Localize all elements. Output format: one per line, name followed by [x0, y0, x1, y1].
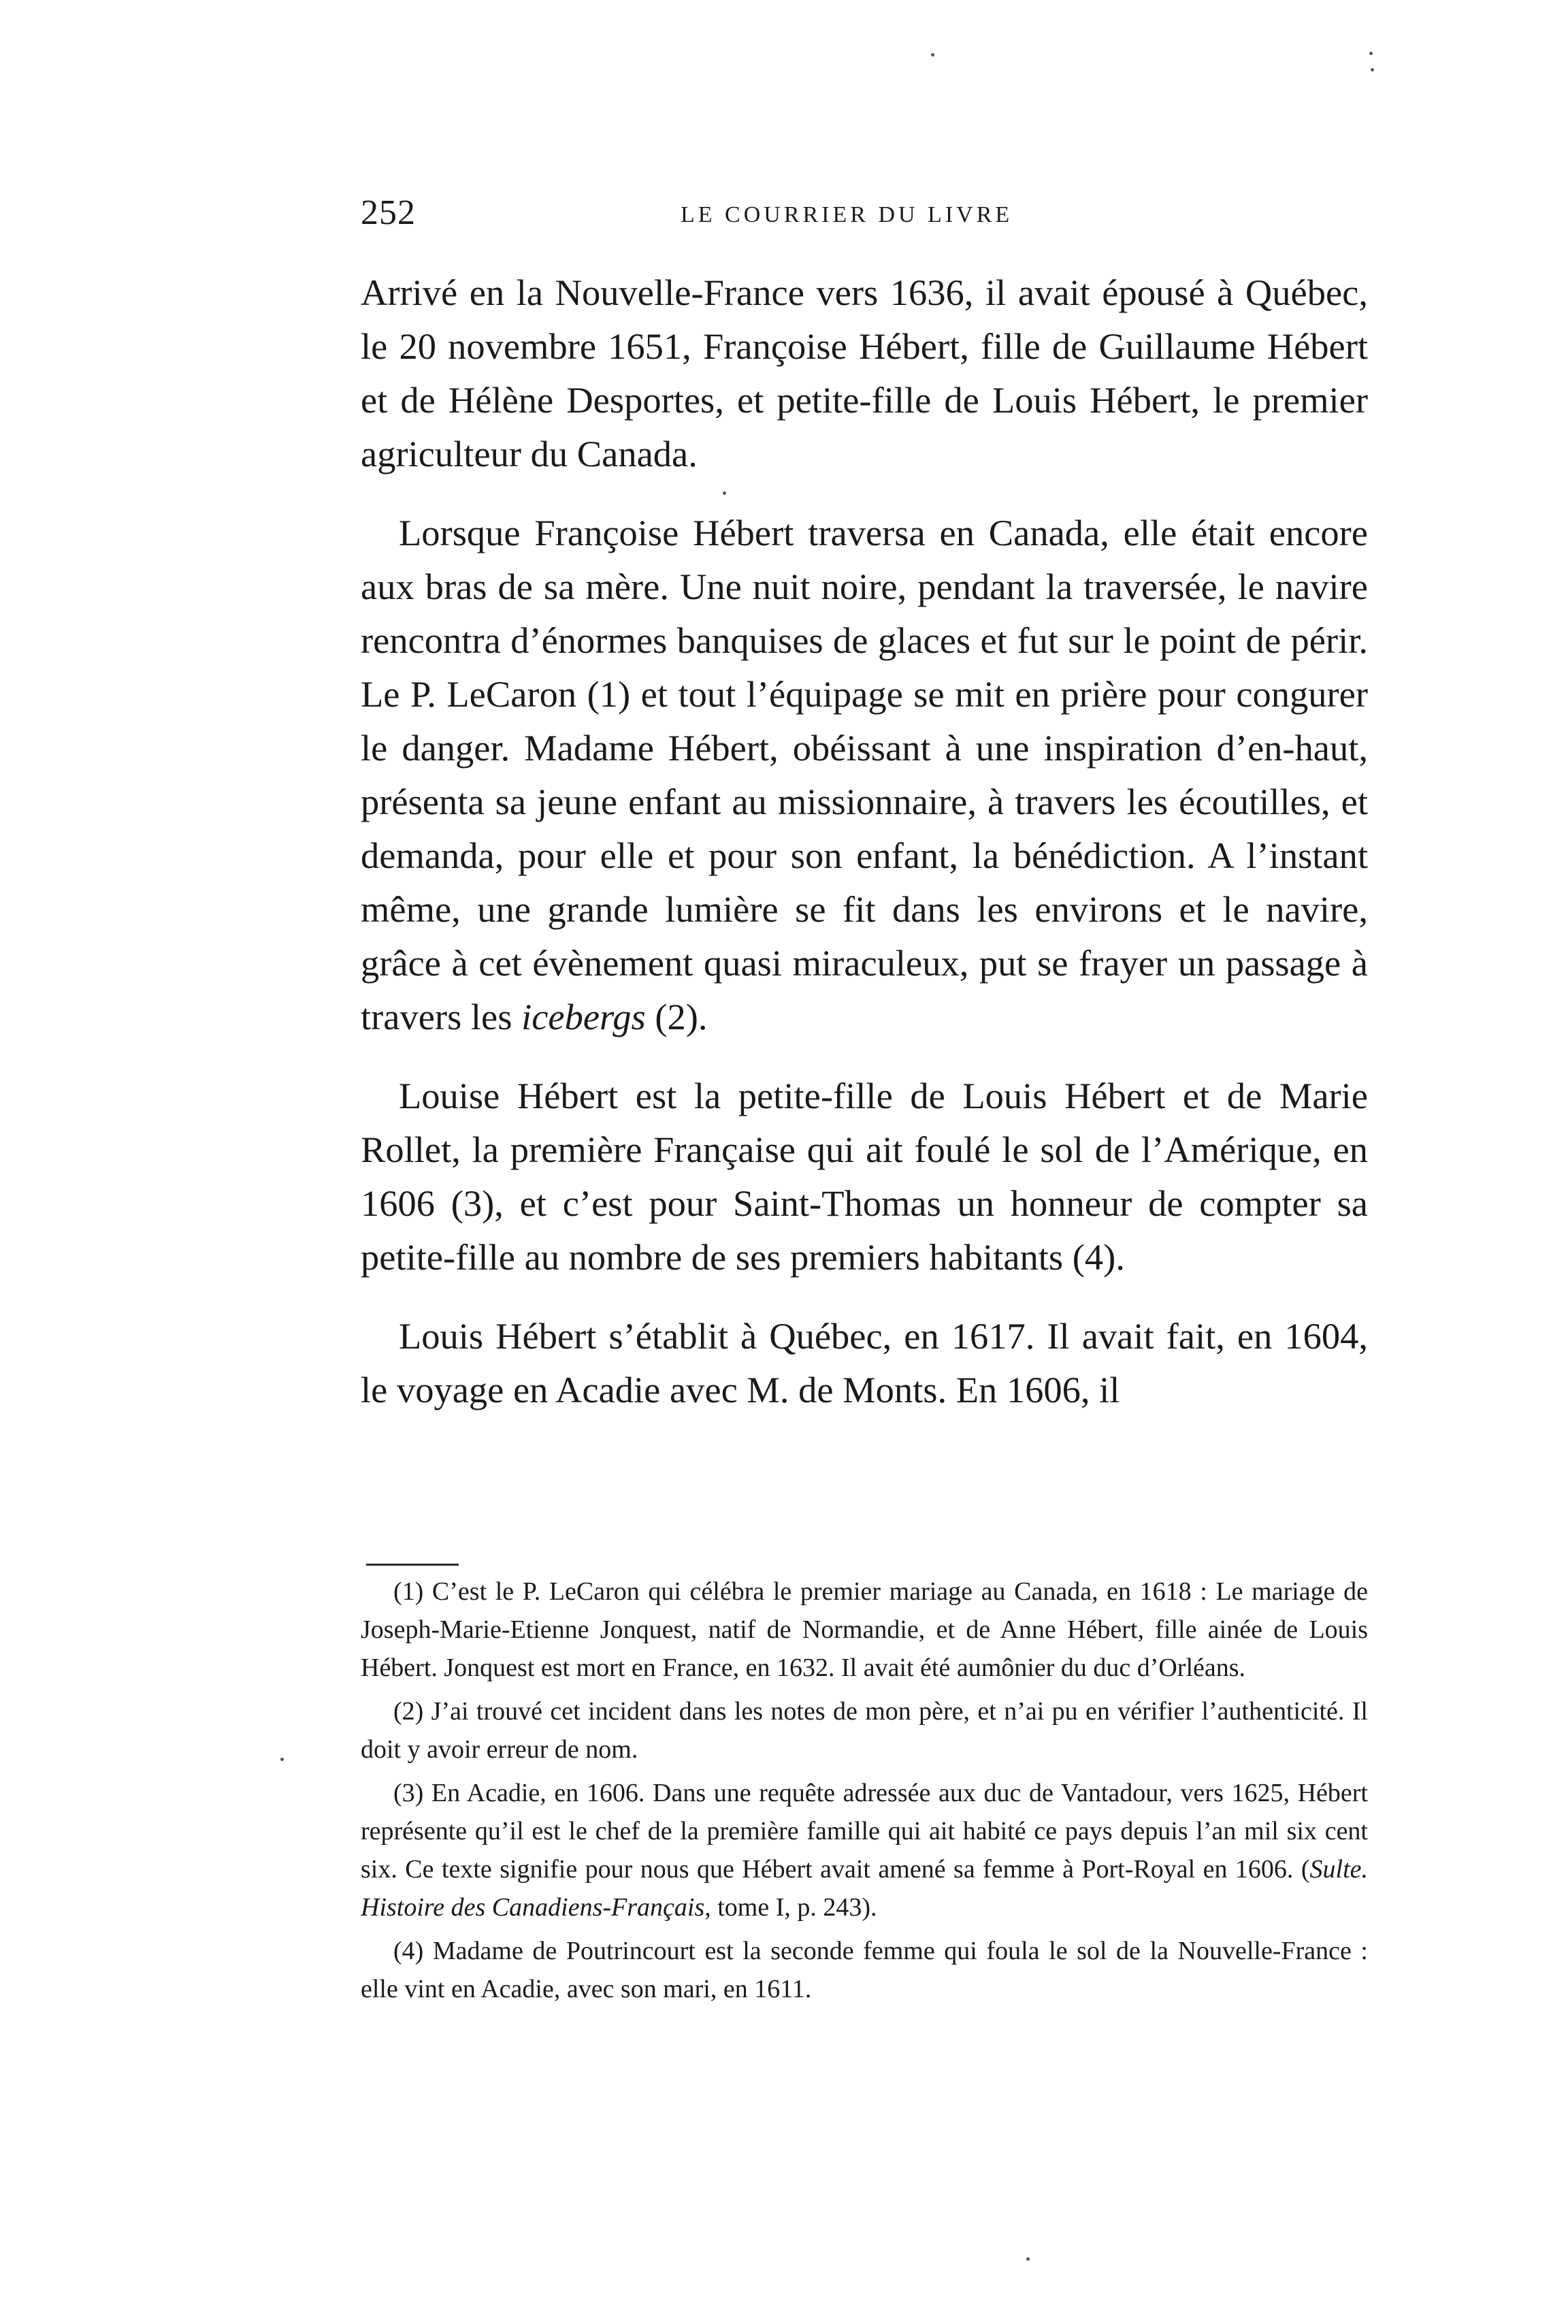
speck [931, 53, 934, 57]
footnote-3-text: (3) En Acadie, en 1606. Dans une requête adressée aux duc de Vantadour, vers 1625, Hébert représente qu’il est le chef de la première famille qui ait habité ce pays depuis l’an mil six cent six. Ce texte signifie pour nous que Hébert avait amené sa femme à Port-Royal en 1606. ( [361, 1779, 1368, 1884]
footnote-rule [366, 1564, 459, 1566]
paragraph-2-end: (2). [645, 996, 708, 1037]
paragraph-2-text: Lorsque Françoise Hébert traversa en Canada, elle était encore aux bras de sa mère. Une nuit noire, pendant la traversée, le navire rencontra d’énormes banquises de glaces et fut sur le point de périr. Le P. LeCaron (1) et tout l’équipage se mit en prière pour congurer le danger. Madame Hébert, obéissant à une inspiration d’en-haut, présenta sa jeune enfant au missionnaire, à travers les écoutilles, et demanda, pour elle et pour son enfant, la bénédiction. A l’instant même, une grande lumière se fit dans les environs et le navire, grâce à cet évènement quasi miraculeux, put se frayer un passage à travers les [361, 512, 1368, 1037]
paragraph-2-italic: icebergs [521, 996, 646, 1037]
footnotes [361, 1572, 1368, 2014]
speck [1371, 68, 1374, 71]
footnote-4: (4) Madame de Poutrincourt est la seconde femme qui foula le sol de la Nouvelle-France : elle vint en Acadie, avec son mari, en 1611. [361, 1937, 1368, 2003]
speck [1369, 52, 1373, 55]
speck [280, 1758, 284, 1761]
footnote-2: (2) J’ai trouvé cet incident dans les notes de mon père, et n’ai pu en vérifier l’authenticité. Il doit y avoir erreur de nom. [361, 1697, 1368, 1764]
speck [1026, 2257, 1030, 2261]
page-number: 252 [361, 193, 416, 232]
footnote-3-end: , tome I, p. 243). [704, 1893, 877, 1922]
paragraph-2 [361, 506, 1368, 1044]
paragraph-3: Louise Hébert est la petite-fille de Louis Hébert et de Marie Rollet, la première Française qui ait foulé le sol de l’Amérique, en 1606 (3), et c’est pour Saint-Thomas un honneur de compter sa petite-fille au nombre de ses premiers habitants (4). [361, 1075, 1368, 1278]
paragraph-4: Louis Hébert s’établit à Québec, en 1617. Il avait fait, en 1604, le voyage en Acadie avec M. de Monts. En 1606, il [361, 1315, 1368, 1410]
page-header [361, 189, 1368, 251]
footnote-3-citation: Sulte. Histoire des Canadiens-Français [361, 1855, 1368, 1922]
body-text [361, 265, 1368, 1518]
footnote-3 [361, 1774, 1368, 1926]
paragraph-1: Arrivé en la Nouvelle-France vers 1636, il avait épousé à Québec, le 20 novembre 1651, Françoise Hébert, fille de Guillaume Hébert et de Hélène Desportes, et petite-fille de Louis Hébert, le premier agriculteur du Canada. [361, 272, 1368, 474]
running-head: LE COURRIER DU LIVRE [681, 202, 1013, 227]
footnote-1: (1) C’est le P. LeCaron qui célébra le premier mariage au Canada, en 1618 : Le mariage de Joseph-Marie-Etienne Jonquest, natif de Normandie, et de Anne Hébert, fille ainée de Louis Hébert. Jonquest est mort en France, en 1632. Il avait été aumônier du duc d’Orléans. [361, 1577, 1368, 1682]
